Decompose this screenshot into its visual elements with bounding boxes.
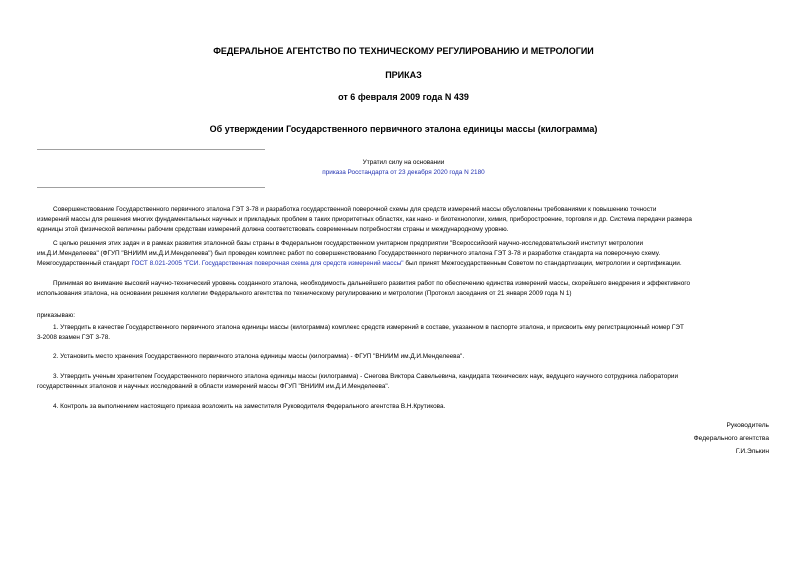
signature-name: Г.И.Элькин xyxy=(735,448,769,455)
text-fragment: Межгосударственный стандарт xyxy=(37,260,132,267)
text-line: им.Д.И.Менделеева" (ФГУП "ВНИИМ им.Д.И.Менделеева") был проведен комплекс работ по совершенствованию Государственного первичного эталона ГЭТ 3-78 и разработке стандарта на поверочную схему. xyxy=(37,250,661,257)
order-date: от 6 февраля 2009 года N 439 xyxy=(338,92,469,102)
order-heading: ПРИКАЗ xyxy=(385,70,422,80)
text-line: 4. Контроль за выполнением настоящего приказа возложить на заместителя Руководителя Федерального агентства В.Н.Крутикова. xyxy=(53,403,446,410)
status-note: Утратил силу на основании xyxy=(362,159,445,166)
signature-organization: Федерального агентства xyxy=(693,435,769,442)
text-line: 3-2008 взамен ГЭТ 3-78. xyxy=(37,334,111,341)
text-line: 2. Установить место хранения Государственного первичного эталона единицы массы (килограмма) - ФГУП "ВНИИМ им.Д.И.Менделеева". xyxy=(53,353,465,360)
text-line: измерений массы для решения многих фундаментальных научных и прикладных проблем в таких приоритетных областях, как нано- и биотехнологии, химия, приборостроение, торговля и др. Система передачи размера xyxy=(37,216,692,223)
text-line: 3. Утвердить ученым хранителем Государственного первичного эталона единицы массы (килограмма) - Снегова Виктора Савельевича, кандидата технических наук, ведущего научного сотрудника лаборатории xyxy=(53,373,679,380)
order-item-3 xyxy=(37,372,768,392)
document-title: Об утверждении Государственного первичного эталона единицы массы (килограмма) xyxy=(209,124,598,134)
text-line: Совершенствование Государственного первичного эталона ГЭТ 3-78 и разработка государственной поверочной схемы для средств измерений массы обусловлены требованиями к повышению точности xyxy=(53,206,657,213)
text-line: 1. Утвердить в качестве Государственного первичного эталона единицы массы (килограмма) комплекс средств измерений в составе, указанном в паспорте эталона, и присвоить ему регистрационный номер ГЭТ xyxy=(53,324,684,331)
text-line: Принимая во внимание высокий научно-технический уровень созданного эталона, необходимость дальнейшего развития работ по обеспечению единства измерений массы, скорейшего внедрения и эффективного xyxy=(53,280,691,287)
signature-position: Руководитель xyxy=(726,422,769,429)
order-item-2 xyxy=(37,352,768,362)
order-item-4 xyxy=(37,402,768,412)
text-line xyxy=(37,259,768,269)
divider-top xyxy=(37,149,265,150)
text-line: приказываю: xyxy=(37,312,75,319)
order-keyword xyxy=(37,311,768,321)
paragraph-intro xyxy=(37,205,768,235)
order-item-1 xyxy=(37,323,768,343)
text-fragment: был принят Межгосударственным Советом по стандартизации, метрологии и сертификации. xyxy=(403,260,682,267)
gost-link[interactable]: ГОСТ 8.021-2005 "ГСИ. Государственная поверочная схема для средств измерений массы" xyxy=(131,260,404,267)
text-line: единицы этой физической величины рабочим средствам измерений должна соответствовать современным потребностям страны и международному уровню. xyxy=(37,226,509,233)
divider-bottom xyxy=(37,187,265,188)
paragraph-basis xyxy=(37,279,768,299)
text-line: С целью решения этих задач и в рамках развития эталонной базы страны в Федеральном государственном унитарном предприятии "Всероссийский научно-исследовательский институт метрологии xyxy=(53,240,644,247)
paragraph-purpose xyxy=(37,239,768,269)
text-line: государственных эталонов и научных исследований в области измерений массы ФГУП "ВНИИМ им.Д.И.Менделеева". xyxy=(37,383,390,390)
text-line: использования эталона, на основании решения коллегии Федерального агентства по техническому регулированию и метрологии (Протокол заседания от 21 января 2009 года N 1) xyxy=(37,290,572,297)
agency-name: ФЕДЕРАЛЬНОЕ АГЕНТСТВО ПО ТЕХНИЧЕСКОМУ РЕГУЛИРОВАНИЮ И МЕТРОЛОГИИ xyxy=(213,46,594,56)
status-link[interactable]: приказа Росстандарта от 23 декабря 2020 года N 2180 xyxy=(322,169,485,176)
